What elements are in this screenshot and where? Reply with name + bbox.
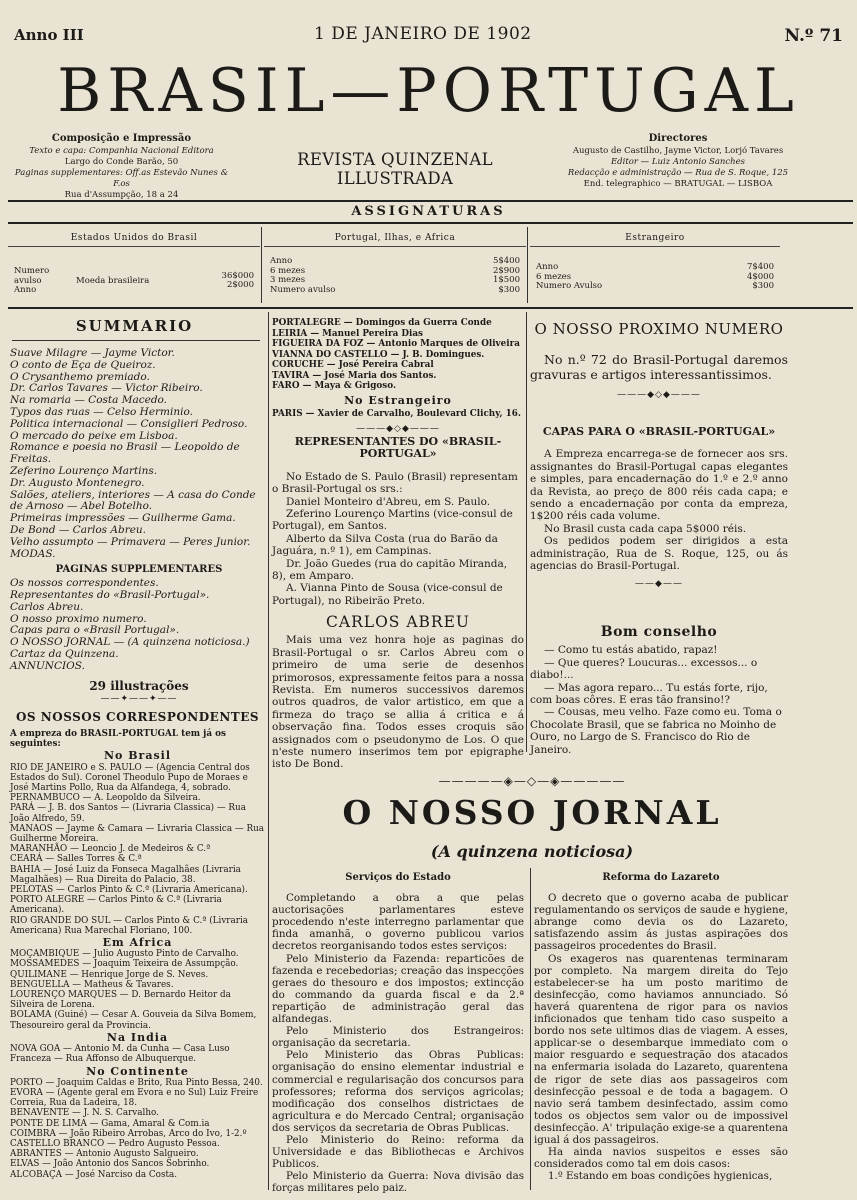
proximo-text: No n.º 72 do Brasil-Portugal daremos gravuras e artigos interessantissimos. [530,352,788,382]
region-heading: No Brasil [104,749,171,763]
region-heading: No Estrangeiro [344,393,452,407]
region-heading: Em Africa [102,936,173,950]
assign-value: 5$400 [492,256,520,266]
representantes-section [272,436,524,607]
column-divider [268,790,269,1190]
representante-entry: Zeferino Lourenço Martins (vice-consul de Portugal), em Santos. [272,508,513,533]
assign-label: 3 mezes [270,275,306,285]
assign-label: 6 mezes [270,265,306,276]
correspondent-entry: CASTELLO BRANCO — Pedro Augusto Pessoa. [10,1138,220,1149]
ornament-separator: ———◆◇◆——— [617,390,701,400]
correspondent-entry: LOURENÇO MARQUES — D. Bernardo Heitor da Silveira de Lorena. [10,990,231,1011]
summario-item: Cartaz da Quinzena. [10,647,119,660]
correspondent-entry: QUILIMANE — Henrique Jorge de S. Neves. [10,969,209,980]
correspondent-entry: TAVIRA — José Maria dos Santos. [272,370,437,381]
summario-item: Typos das ruas — Celso Herminio. [10,405,193,418]
supplementares-title: PAGINAS SUPPLEMENTARES [55,564,223,576]
correspondent-entry: RIO DE JANEIRO e S. PAULO — (Agencia Central dos Estados do Sul). Coronel Theodulo Pupo de Moraes e José Martins Pollo, Rua da Alfandega, 4, sobrado. [10,762,250,794]
capas-text: A Empreza encarrega-se de fornecer aos srs. assignantes do Brasil-Portugal capas elegantes e simples, para encadernação do 1.º e 2.º anno da Revista, ao preço de 800 réis cada capa; e sendo a encadernação por conta da empreza, 1$200 réis cada volume. [530,448,788,523]
assign-label: Anno [14,285,37,295]
assign-heading: Portugal, Ilhas, e Africa [264,225,526,247]
summario-item: Os nossos correspondentes. [10,577,159,590]
summario-list [10,348,268,706]
correspondent-entry: ABRANTES — Antonio Augusto Salgueiro. [10,1149,199,1160]
correspondent-entry: LEIRIA — Manuel Pereira Dias [272,328,423,339]
article-paragraph: Pelo Ministerio da Fazenda: reparticões de fazenda e recebedorias; creação das inspecções geraes do thesouro e dos impostos; extincção do commando da guarda fiscal e da 2.ª repartição de administração geral das alfandegas. [272,952,524,1026]
correspondent-entry: MOÇAMBIQUE — Julio Augusto Pinto de Carvalho. [10,949,239,960]
correspondent-entry: PARIS — Xavier de Carvalho, Boulevard Clichy, 16. [272,409,521,419]
capas-text: Os pedidos podem ser dirigidos a esta administração, Rua de S. Roque, 125, ou ás agencias do Brasil-Portugal. [530,535,788,573]
correspondent-entry: FARO — Maya & Grigoso. [272,381,397,391]
summario-item: O Crysanthemo premiado. [10,370,150,383]
correspondentes-title: OS NOSSOS CORRESPONDENTES [15,710,260,724]
correspondent-entry: PORTO — Joaquim Caldas e Brito, Rua Pinto Bessa, 240. [10,1077,263,1088]
servicos-estado-title: Serviços do Estado [345,872,451,883]
summario-item: O conto de Eça de Queiroz. [10,358,156,371]
correspondent-entry: PORTALEGRE — Domingos da Guerra Conde [272,318,492,328]
summario-item: ANNUNCIOS. [10,659,85,672]
article-paragraph: 1.º Estando em boas condições hygienicas, [548,1170,773,1183]
correspondent-entry: COIMBRA — João Ribeiro Arrobas, Arco do Ivo, 1-2.º [10,1128,247,1139]
representante-entry: Alberto da Silva Costa (rua do Barão da Jaguára, n.º 1), em Campinas. [272,532,498,558]
assign-value: 36$000 [221,270,254,281]
correspondent-entry: MARANHÃO — Leoncio J. de Medeiros & C.ª [10,844,211,855]
dialogue-line: — Cousas, meu velho. Faze como eu. Toma o Chocolate Brasil, que se fabrica no Moinho de Ouro, no Largo de S. Francisco do Rio de Janeiro. [530,706,782,756]
anno-label: Anno III [14,26,84,44]
summario-item: Dr. Augusto Montenegro. [10,476,145,489]
assign-value: 4$000 [746,271,774,282]
correspondent-entry: PELOTAS — Carlos Pinto & C.ª (Livraria Americana). [10,885,248,896]
column-divider [527,227,528,303]
correspondent-entry: FIGUEIRA DA FOZ — Antonio Marques de Oliveira [272,339,520,349]
capas-text: No Brasil custa cada capa 5$000 réis. [544,522,747,535]
directors-line: Editor — Luiz Antonio Sanches [610,157,746,167]
summario-item: O nosso proximo numero. [10,612,147,625]
assign-value: $300 [498,284,520,295]
representantes-intro: No Estado de S. Paulo (Brasil) representam o Brasil-Portugal os srs.: [272,470,518,496]
ornament-separator: —————◈—◇—◈————— [438,774,626,788]
assign-value: 2$000 [226,280,254,291]
correspondent-entry: BENAVENTE — J. N. S. Carvalho. [10,1108,159,1119]
correspondent-entry: EVORA — (Agente geral em Evora e no Sul) Luiz Freire Correia, Rua da Ladeira, 18. [10,1087,259,1109]
assign-heading: Estrangeiro [530,225,780,247]
issue-number: N.º 71 [784,26,843,46]
carlos-abreu-section [272,613,524,771]
assignaturas-title: ASSIGNATURAS [351,204,506,219]
assign-label: Numero Avulso [536,281,603,291]
header-bar [14,22,843,48]
summario-rule [12,340,260,341]
summario-item: Salões, ateliers, interiores — A casa do Conde de Arnoso — Abel Botelho. [10,488,256,513]
dialogue-line: — Mas agora reparo... Tu estás forte, rijo, com boas côres. E eras tão fransino!? [530,681,768,707]
directors-title: Directores [648,133,708,144]
summario-item: Suave Milagre — Jayme Victor. [10,347,175,359]
representante-entry: Daniel Monteiro d'Abreu, em S. Paulo. [286,495,491,508]
dialogue-line: — Como tu estás abatido, rapaz! [544,644,718,657]
assign-col-portugal [264,225,526,305]
header-rule [8,200,853,202]
article-paragraph: Ha ainda navios suspeitos e esses são considerados como tal em dois casos: [534,1146,788,1171]
bom-conselho-section [530,626,788,756]
servicos-estado-section [272,872,524,1194]
summario-item: O mercado do peixe em Lisboa. [10,429,178,442]
capas-section [530,426,788,591]
assign-label: Numero avulso [14,266,50,286]
correspondent-entry: BOLAMA (Guiné) — Cesar A. Gouveia da Silva Bomem, Thesoureiro geral da Provincia. [10,1010,257,1031]
correspondentes-intro: A empreza do BRASIL-PORTUGAL tem já os seguintes: [10,729,226,750]
assign-label: 6 mezes [536,271,572,282]
assignaturas-bottom-rule [8,307,853,309]
summario-item: Primeiras impressões — Guilherme Gama. [10,512,236,525]
assign-value: 2$900 [492,265,520,276]
assign-value: 1$500 [492,275,520,285]
assign-label: Anno [536,262,559,272]
correspondent-entry: BENGUELLA — Matheus & Tavares. [10,979,174,990]
summario-item: Zeferino Lourenço Martins. [10,464,158,477]
region-heading: Na India [106,1030,169,1044]
summario-item: De Bond — Carlos Abreu. [10,523,147,536]
correspondent-entry: PONTE DE LIMA — Gama, Amaral & Com.ia [10,1118,210,1129]
correspondent-entry: ELVAS — João Antonio dos Sancos Sobrinho. [10,1159,210,1170]
column-divider [261,227,262,303]
correspondent-entry: PARÁ — J. B. dos Santos — (Livraria Classica) — Rua João Alfredo, 59. [10,803,246,824]
bom-conselho-title: Bom conselho [600,624,718,640]
capas-title: CAPAS PARA O «BRASIL-PORTUGAL» [542,425,776,438]
article-paragraph: Pelo Ministerio das Obras Publicas: organisação do ensino elementar industrial e commercial e regularisação dos concursos para professores; reforma dos serviços agricolas; modificação dos conselhos districtaes de agricultura e do Mercado Central; organisação dos serviços da secretaria de Obras Publicas. [272,1049,524,1134]
summario-item: Na romaria — Costa Macedo. [10,394,168,407]
carlos-abreu-text: Mais uma vez honra hoje as paginas do Brasil-Portugal o sr. Carlos Abreu com o primeiro de uma serie de desenhos primorosos, expressamente feitos para a nossa Revista. Em numeros successivos daremos outros quadros, de valor artistico, em que a firmeza do traço se allia á critica e á observação fina. Todos esses croquis são assignados com o pseudonymo de Los. O que n'este numero inserimos tem por epigraphe isto De Bond. [272,634,524,771]
representante-entry: Dr. João Guedes (rua do capitão Miranda, 8), em Amparo. [272,557,508,583]
summario-item: O NOSSO JORNAL — (A quinzena noticiosa.) [10,636,250,649]
summario-item: Representantes do «Brasil-Portugal». [10,588,210,601]
correspondentes-section [10,710,265,1180]
correspondent-entry: CEARÁ — Salles Torres & C.ª [10,854,142,865]
article-paragraph: Pelo Ministerio da Guerra: Nova divisão das forças militares pelo paiz. [272,1170,524,1195]
summario-item: Velho assumpto — Primavera — Peres Junior. [10,535,251,548]
article-paragraph: Pelo Ministerio do Reino: reforma da Universidade e das Bibliothecas e Archivos Publicos. [272,1133,524,1171]
representantes-title: REPRESENTANTES DO «BRASIL-PORTUGAL» [294,435,502,461]
printing-line: Largo do Conde Barão, 50 [64,157,179,167]
correspondent-entry: MOSSAMEDES — Joaquim Teixeira de Assumpção. [10,959,239,970]
correspondent-entry: VIANNA DO CASTELLO — J. B. Domingues. [272,349,485,360]
masthead-title: BRASIL—PORTUGAL [57,56,800,126]
summario-item: Romance e poesia no Brasil — Leopoldo de Freitas. [10,441,240,466]
summario-item: Politica internacional — Consiglieri Pedroso. [10,417,248,430]
proximo-section [530,320,788,400]
assign-value: 7$400 [746,262,774,272]
directors-line: End. telegraphico — BRATUGAL — LISBOA [583,179,773,189]
carlos-abreu-title: CARLOS ABREU [326,613,470,631]
directors-line: Augusto de Castilho, Jayme Victor, Lorjó Tavares [572,146,784,156]
region-heading: No Continente [86,1064,189,1078]
proximo-title: O NOSSO PROXIMO NUMERO [534,320,784,338]
summario-item: MODAS. [10,547,56,560]
column-divider [526,312,527,752]
assign-label: Moeda brasileira [76,276,150,287]
assignaturas-rule [8,222,853,224]
nosso-jornal-title: O NOSSO JORNAL [342,793,722,832]
article-paragraph: Completando a obra a que pelas auctorisações parlamentares esteve procedendo n'este interregno parlamentar que finda amanhã, o governo publicou varios decretos reorganisando todos estes serviços: [272,892,524,953]
lazareto-section [534,872,788,1182]
nosso-jornal-subtitle: (A quinzena noticiosa) [430,842,634,861]
correspondent-entry: CORUCHE — José Pereira Cabral [272,360,434,370]
summario-item: Capas para o «Brasil Portugal». [10,624,180,637]
correspondent-entry: BAHIA — José Luiz da Fonseca Magalhães (Livraria Magalhães) — Rua Direita do Palacio, 38. [10,864,241,885]
article-paragraph: O decreto que o governo acaba de publicar regulamentando os serviços de saude e hygiene, abrange como devia os do Lazareto, satisfazendo assim ás justas aspirações dos passageiros procedentes do Brasil. [534,892,788,953]
directors-line: Redacção e administração — Rua de S. Roque, 125 [567,168,789,178]
printing-line: Paginas supplementares: Off.as Estevão Nunes & F.os [14,168,229,189]
article-paragraph: Pelo Ministerio dos Estrangeiros: organisação da secretaria. [272,1025,524,1050]
dialogue-line: — Que queres? Loucuras... excessos... o diabo!... [530,656,758,682]
illustrations-count: 29 illustrações [89,678,189,693]
assign-label: Numero avulso [270,284,336,295]
article-paragraph: Os exageros nas quarentenas terminaram por completo. Na margem direita do Tejo estabelecer-se ha um posto maritimo de desinfecção, como haviamos annunciado. Só haverá quarentena de rigor para os navios inficionados que tenham tido caso suspeito a bordo nos sete ultimos dias de viagem. A esses, applicar-se o desembarque immediato com o maior resguardo e sequestração dos atacados na enfermaria isolada do Lazareto, quarentena de rigor de sete dias aos passageiros com desinfecção pessoal e de toda a bagagem. O navio será tambem desinfectado, assim como todos os objectos sem valor ou de impossivel desinfecção. A' tripulação exige-se a quarentena igual á dos passageiros. [534,952,788,1146]
correspondent-entry: PERNAMBUCO — A. Leopoldo da Silveira. [10,793,201,804]
assign-heading: Estados Unidos do Brasil [8,225,260,247]
representante-entry: A. Vianna Pinto de Sousa (vice-consul de Portugal), no Ribeirão Preto. [272,582,503,607]
correspondent-entry: PORTO ALEGRE — Carlos Pinto & C.ª (Livraria Americana). [10,895,222,916]
ornament-separator: ———◆◇◆——— [356,423,440,434]
ornament-separator: ——✦——✦—— [100,694,178,705]
column-divider [268,312,269,790]
correspondentes-list [10,729,265,1180]
column-divider [530,868,531,1190]
masthead-subtitle: REVISTA QUINZENAL ILLUSTRADA [297,150,493,188]
printing-line: Texto e capa: Companhia Nacional Editora [29,146,214,156]
assign-col-brasil [8,225,260,305]
correspondentes-continued [272,318,524,434]
assign-value: $300 [752,281,774,291]
printing-title: Composição e Impressão [51,133,192,144]
lazareto-title: Reforma do Lazareto [602,872,720,883]
correspondent-entry: NOVA GOA — Antonio M. da Cunha — Casa Luso Franceza — Rua Affonso de Albuquerque. [10,1044,230,1065]
assign-col-estrangeiro [530,225,780,305]
summario-item: Carlos Abreu. [10,600,84,613]
correspondent-entry: ALCOBAÇA — José Narciso da Costa. [10,1169,178,1180]
assign-label: Anno [270,256,293,266]
summario-title: SUMMARIO [75,317,194,335]
correspondent-entry: RIO GRANDE DO SUL — Carlos Pinto & C.ª (Livraria Americana) Rua Marechal Floriano, 100. [10,915,249,936]
printing-line: Rua d'Assumpção, 18 a 24 [64,190,179,200]
directors-info [558,133,798,190]
ornament-separator: ——◆—— [635,579,683,590]
correspondent-entry: MANAOS — Jayme & Camara — Livraria Classica — Rua Guilherme Moreira. [10,823,265,845]
assignaturas-table [8,225,853,305]
issue-date: 1 DE JANEIRO DE 1902 [314,24,532,44]
summario-item: Dr. Carlos Tavares — Victor Ribeiro. [10,382,203,395]
printing-info [14,133,229,201]
